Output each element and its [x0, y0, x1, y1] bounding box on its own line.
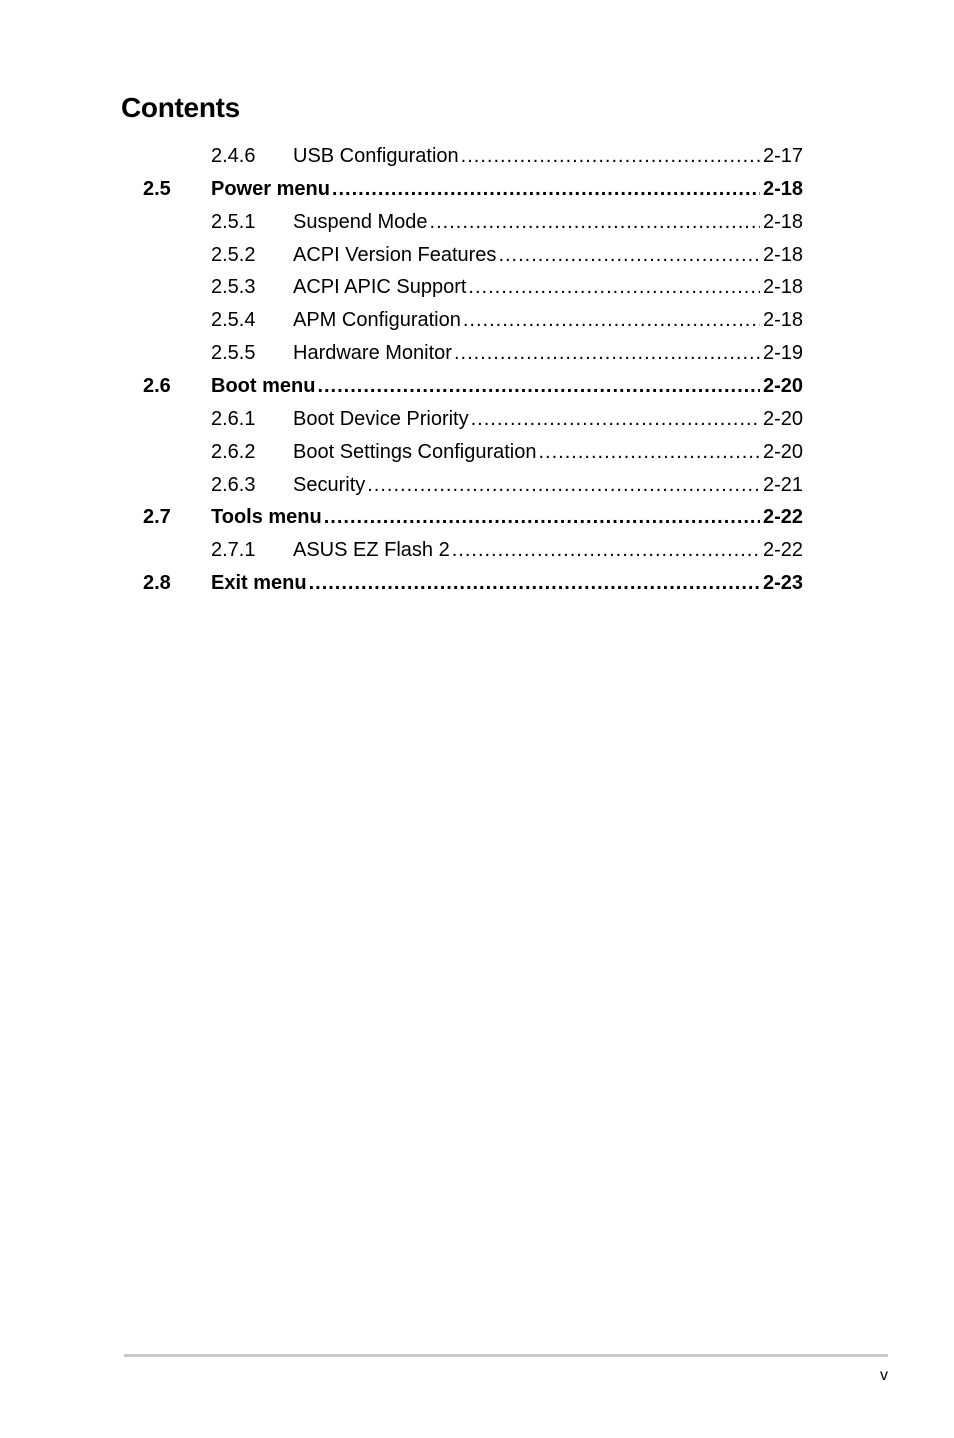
- toc-entry-title: Boot menu: [211, 374, 316, 397]
- toc-entry-line: [293, 534, 803, 567]
- toc-entry-line: [211, 501, 803, 534]
- toc-entry-number: 2.6.2: [211, 440, 256, 463]
- toc-entry-page: 2-18: [762, 210, 803, 233]
- toc-entry-line: [293, 337, 803, 370]
- toc-entry-title: Boot Device Priority: [293, 407, 469, 430]
- toc-entry-number: 2.4.6: [211, 145, 256, 167]
- toc-entry-2-5[interactable]: [0, 173, 954, 206]
- toc-entry-line: [293, 304, 803, 337]
- toc-entry-number: 2.5.4: [211, 309, 256, 332]
- toc-entry-number: 2.5: [143, 177, 171, 200]
- toc-entry-page: 2-18: [762, 309, 803, 332]
- dot-leader: [309, 567, 760, 600]
- toc-entry-2-6-3[interactable]: [0, 469, 954, 502]
- dot-leader: [463, 304, 760, 337]
- toc-entry-page: 2-19: [762, 342, 803, 365]
- dot-leader: [468, 271, 760, 304]
- toc-entry-title: APM Configuration: [293, 309, 461, 332]
- dot-leader: [430, 206, 760, 239]
- toc-entry-2-6[interactable]: [0, 370, 954, 403]
- footer-divider: [124, 1354, 888, 1357]
- dot-leader: [332, 173, 760, 206]
- toc-entry-2-6-1[interactable]: [0, 403, 954, 436]
- toc-entry-2-7[interactable]: [0, 501, 954, 534]
- toc-entry-2-5-3[interactable]: [0, 271, 954, 304]
- page-title: Contents: [121, 92, 240, 123]
- toc-entry-title: Suspend Mode: [293, 210, 428, 233]
- toc-entry-2-5-1[interactable]: [0, 206, 954, 239]
- toc-entry-number: 2.5.2: [211, 243, 256, 266]
- dot-leader: [317, 370, 760, 403]
- toc-entry-line: [211, 567, 803, 600]
- toc-entry-number: 2.8: [143, 572, 171, 595]
- toc-entry-title: ASUS EZ Flash 2: [293, 539, 450, 562]
- toc-entry-2-5-5[interactable]: [0, 337, 954, 370]
- toc-entry-line: [293, 436, 803, 469]
- toc-entry-title: USB Configuration: [293, 145, 459, 167]
- toc-entry-title: Power menu: [211, 177, 330, 200]
- dot-leader: [461, 140, 760, 173]
- toc-entry-line: [293, 206, 803, 239]
- toc-entry-page: 2-17: [762, 145, 803, 167]
- toc-entry-title: Hardware Monitor: [293, 342, 452, 365]
- toc-entry-2-8[interactable]: [0, 567, 954, 600]
- toc-entry-2-7-1[interactable]: [0, 534, 954, 567]
- toc-entry-number: 2.6.3: [211, 473, 256, 496]
- toc-entry-title: Tools menu: [211, 506, 322, 529]
- toc-entry-number: 2.6: [143, 374, 171, 397]
- page-number: v: [880, 1367, 888, 1384]
- toc-entry-2-6-2[interactable]: [0, 436, 954, 469]
- toc-entry-number: 2.5.5: [211, 342, 256, 365]
- toc-entry-title: Boot Settings Configuration: [293, 440, 537, 463]
- toc-entry-page: 2-20: [762, 440, 803, 463]
- toc-entry-line: [293, 403, 803, 436]
- toc-entry-page: 2-23: [762, 572, 803, 595]
- toc-entry-line: [293, 469, 803, 502]
- toc-entry-page: 2-22: [762, 539, 803, 562]
- toc-entry-number: 2.5.3: [211, 276, 256, 299]
- toc-entry-line: [211, 370, 803, 403]
- toc-entry-number: 2.7.1: [211, 539, 256, 562]
- dot-leader: [454, 337, 760, 370]
- dot-leader: [471, 403, 760, 436]
- toc-entry-page: 2-20: [762, 407, 803, 430]
- dot-leader: [539, 436, 760, 469]
- dot-leader: [367, 469, 760, 502]
- toc-entry-2-5-2[interactable]: [0, 239, 954, 272]
- dot-leader: [498, 239, 760, 272]
- toc-entry-page: 2-22: [762, 506, 803, 529]
- toc-entry-line: [293, 239, 803, 272]
- dot-leader: [324, 501, 760, 534]
- toc-entry-title: ACPI Version Features: [293, 243, 497, 266]
- toc-entry-line: [211, 173, 803, 206]
- toc-entry-page: 2-20: [762, 374, 803, 397]
- toc-entry-title: Security: [293, 473, 366, 496]
- toc-entry-2-5-4[interactable]: [0, 304, 954, 337]
- toc-entry-title: Exit menu: [211, 572, 307, 595]
- toc-entry-page: 2-18: [762, 243, 803, 266]
- toc-entry-number: 2.7: [143, 506, 171, 529]
- toc-entry-page: 2-18: [762, 276, 803, 299]
- toc-entry-line: [293, 140, 803, 173]
- toc-entry-title: ACPI APIC Support: [293, 276, 467, 299]
- toc-entry-number: 2.6.1: [211, 407, 256, 430]
- toc-entry-number: 2.5.1: [211, 210, 256, 233]
- toc-entry-page: 2-18: [762, 177, 803, 200]
- dot-leader: [452, 534, 760, 567]
- toc-entry-line: [293, 271, 803, 304]
- toc-entry-page: 2-21: [762, 473, 803, 496]
- toc-entry-2-4-6[interactable]: [0, 140, 954, 173]
